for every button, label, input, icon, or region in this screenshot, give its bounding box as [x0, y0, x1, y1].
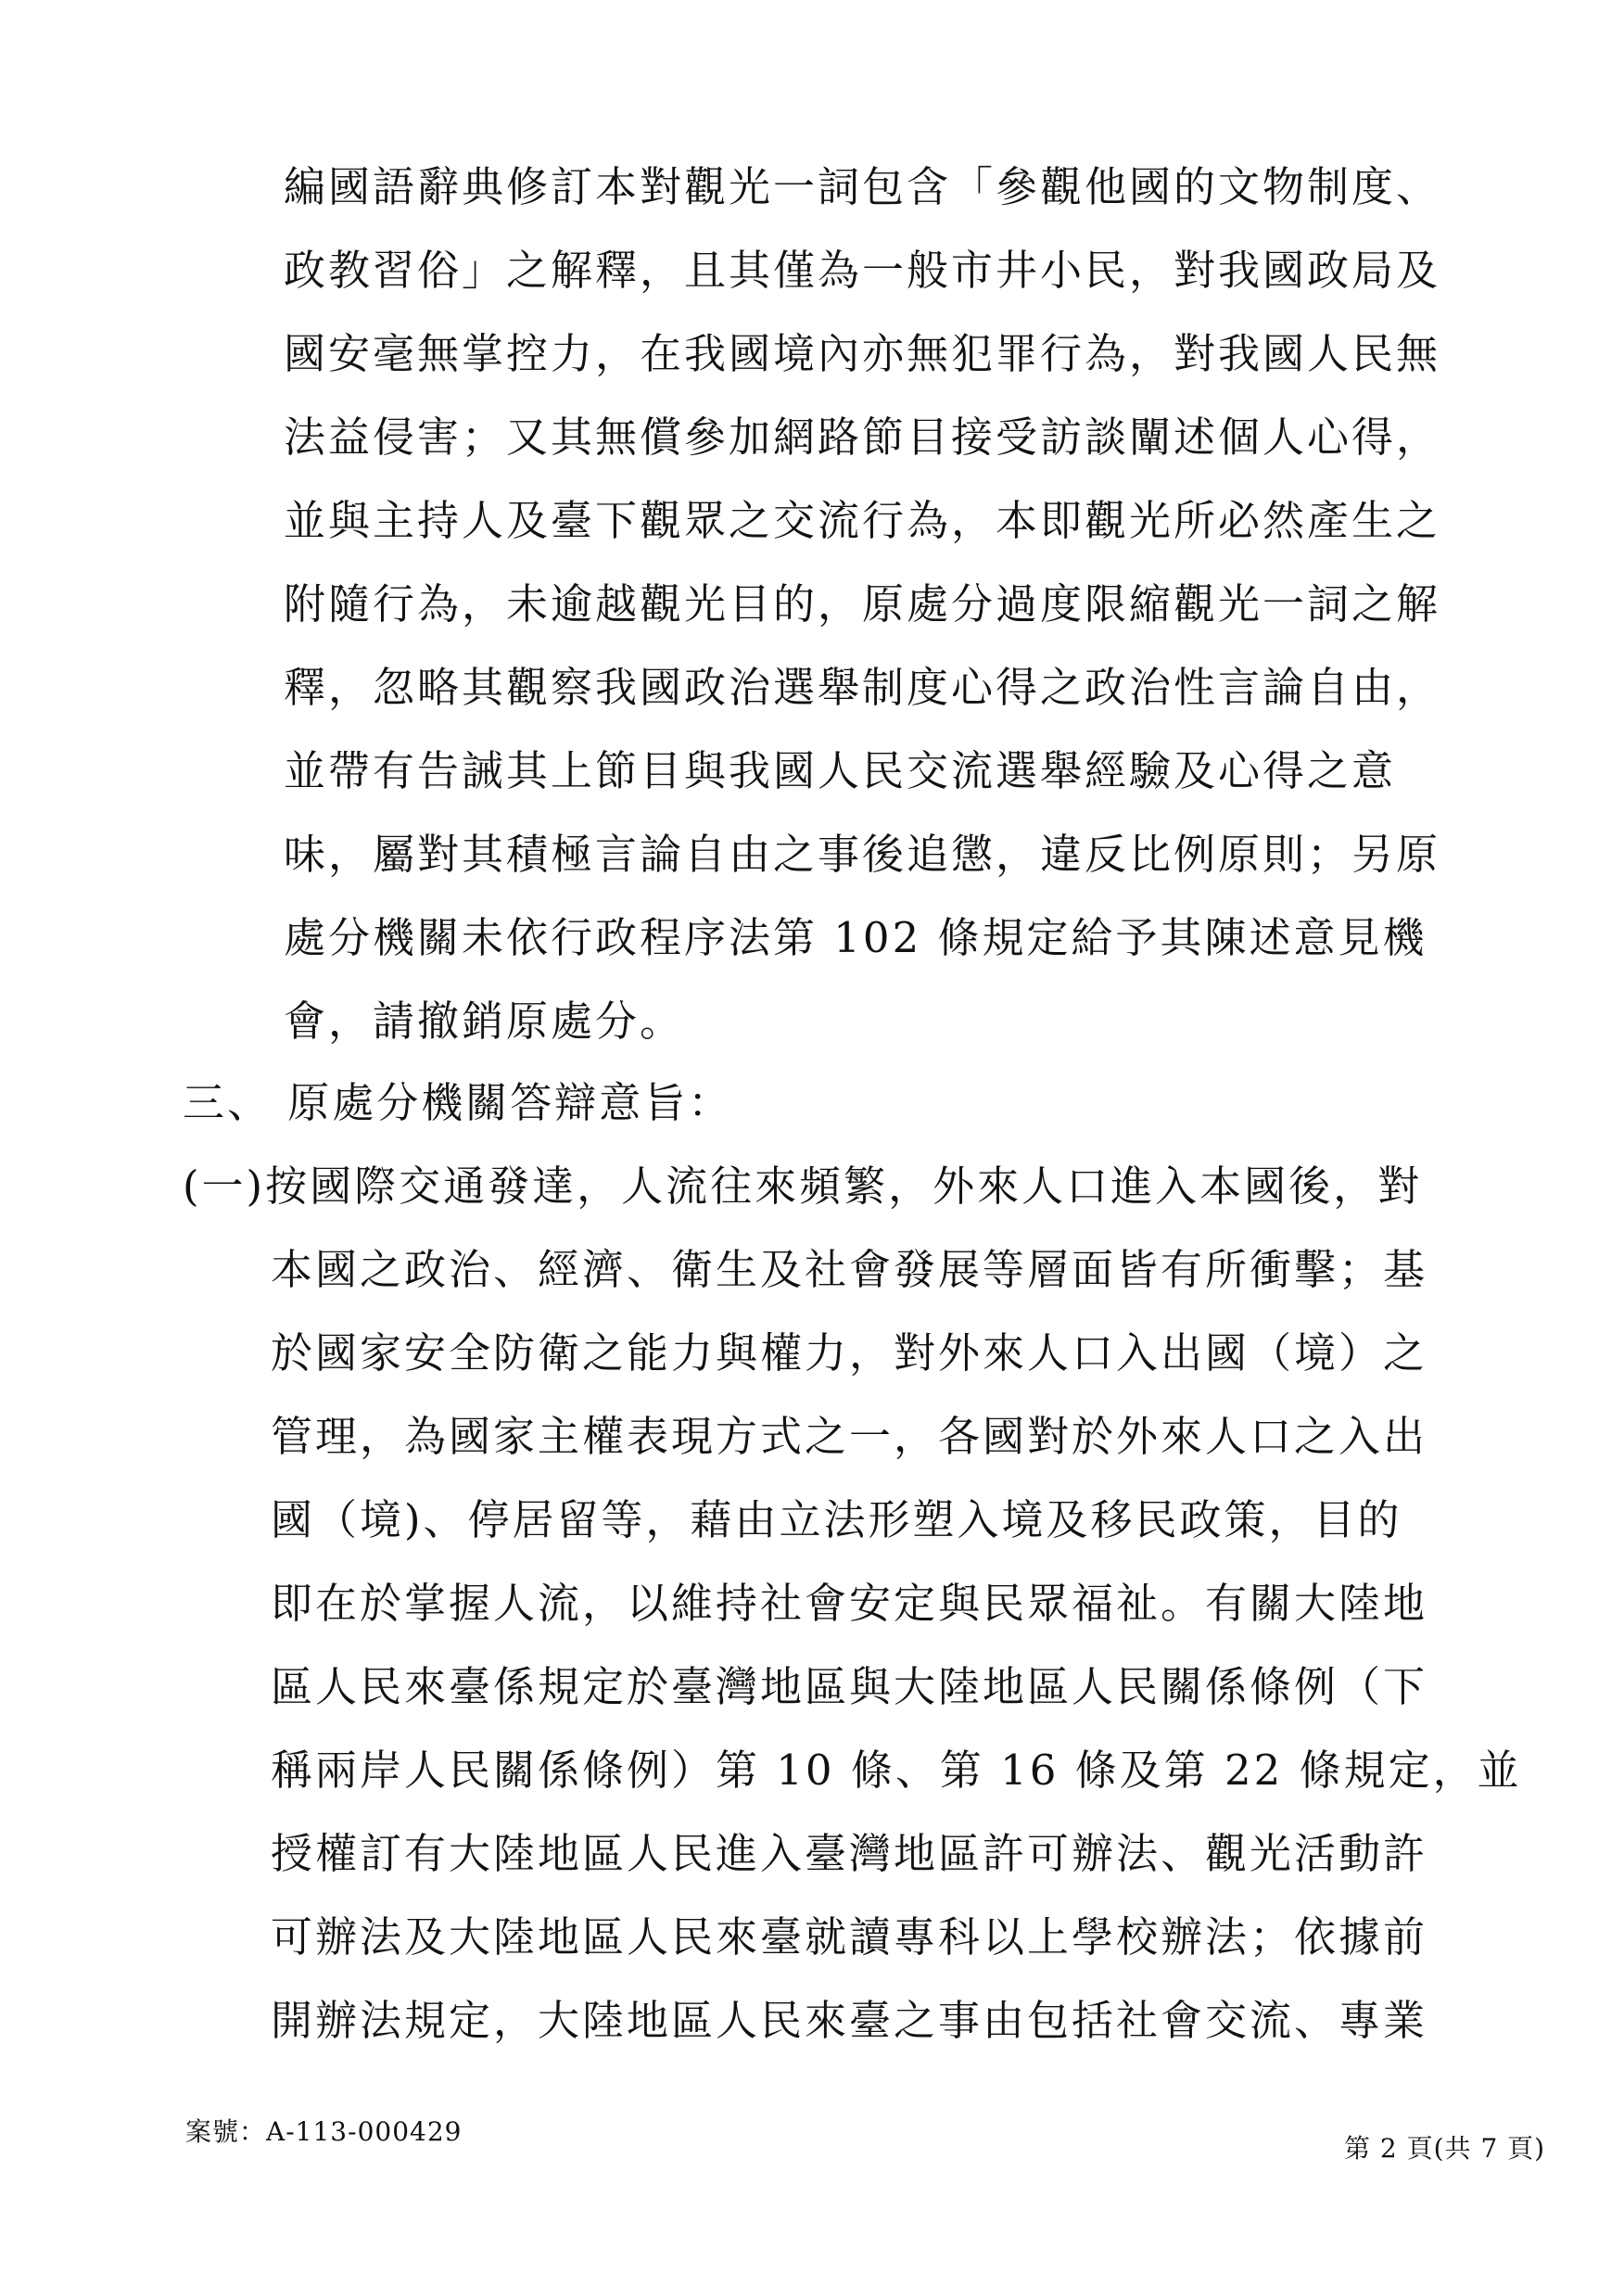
- list-item-line: 於國家安全防衛之能力與權力，對外來人口入出國（境）之: [271, 1328, 1428, 1378]
- paragraph-line: 釋，忽略其觀察我國政治選舉制度心得之政治性言論自由，: [284, 663, 1441, 712]
- list-item-line: 本國之政治、經濟、衛生及社會發展等層面皆有所衝擊；基: [271, 1245, 1428, 1294]
- paragraph-line: 會，請撤銷原處分。: [284, 997, 685, 1046]
- paragraph-line: 附隨行為，未逾越觀光目的，原處分過度限縮觀光一詞之解: [284, 579, 1441, 629]
- list-item-line: 稱兩岸人民關係條例）第 10 條、第 16 條及第 22 條規定，並: [271, 1746, 1522, 1795]
- paragraph-line: 並帶有告誡其上節目與我國人民交流選舉經驗及心得之意: [284, 746, 1397, 795]
- list-item-first-line: (一)按國際交通發達，人流往來頻繁，外來人口進入本國後，對: [183, 1162, 1423, 1211]
- list-item-line: 管理，為國家主權表現方式之一，各國對於外來人口之入出: [271, 1412, 1428, 1461]
- list-item-line: 區人民來臺係規定於臺灣地區與大陸地區人民關係條例（下: [271, 1662, 1428, 1711]
- paragraph-line: 編國語辭典修訂本對觀光一詞包含「參觀他國的文物制度、: [284, 162, 1441, 211]
- list-item-line: 開辦法規定，大陸地區人民來臺之事由包括社會交流、專業: [271, 1996, 1428, 2045]
- paragraph-line: 處分機關未依行政程序法第 102 條規定給予其陳述意見機: [284, 913, 1427, 962]
- list-item-line: 可辦法及大陸地區人民來臺就讀專科以上學校辦法；依據前: [271, 1912, 1428, 1962]
- paragraph-line: 法益侵害；又其無償參加網路節目接受訪談闡述個人心得，: [284, 413, 1441, 462]
- paragraph-line: 國安毫無掌控力，在我國境內亦無犯罪行為，對我國人民無: [284, 329, 1441, 378]
- list-item-line: 國（境)、停居留等，藉由立法形塑入境及移民政策，目的: [271, 1495, 1402, 1544]
- section-heading: 三、 原處分機關答辯意旨：: [183, 1078, 733, 1127]
- paragraph-line: 並與主持人及臺下觀眾之交流行為，本即觀光所必然產生之: [284, 496, 1441, 545]
- paragraph-line: 味，屬對其積極言論自由之事後追懲，違反比例原則；另原: [284, 830, 1441, 879]
- list-item-line: 即在於掌握人流，以維持社會安定與民眾福祉。有關大陸地: [271, 1579, 1428, 1628]
- case-number: 案號：A-113-000429: [185, 2116, 463, 2147]
- list-item-line: 授權訂有大陸地區人民進入臺灣地區許可辦法、觀光活動許: [271, 1829, 1428, 1878]
- page-number: 第 2 頁(共 7 頁): [1344, 2133, 1546, 2164]
- paragraph-line: 政教習俗」之解釋，且其僅為一般市井小民，對我國政局及: [284, 246, 1441, 295]
